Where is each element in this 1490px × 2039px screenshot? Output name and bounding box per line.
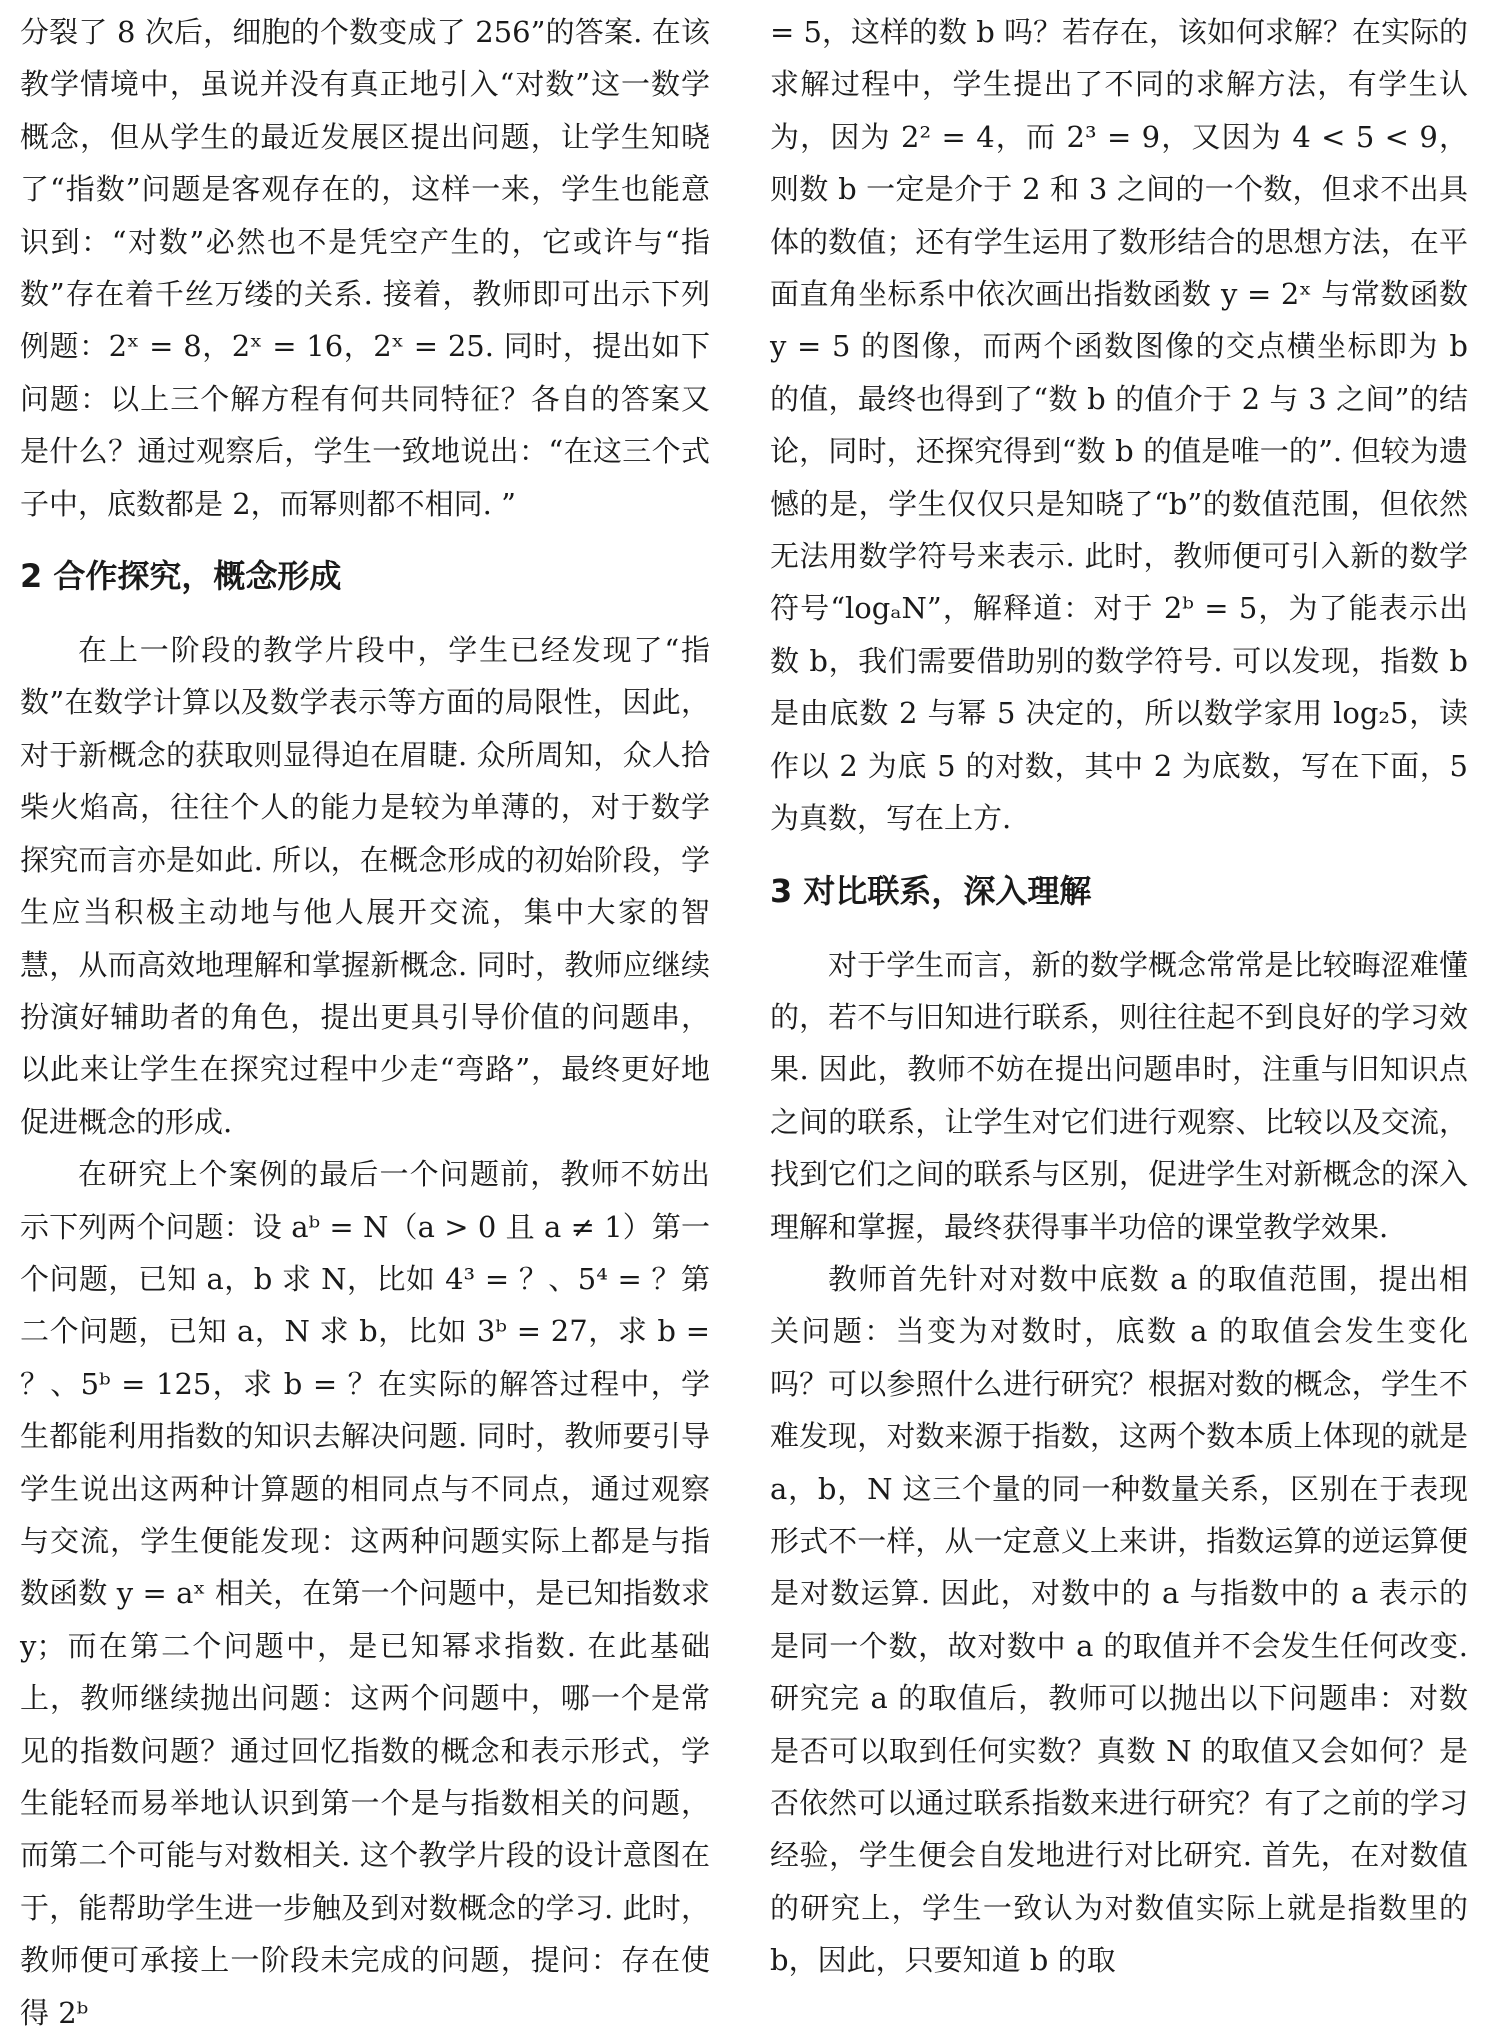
intro-paragraph: 分裂了 8 次后，细胞的个数变成了 256”的答案. 在该教学情境中，虽说并没有真正地引入“对数”这一数学概念，但从学生的最近发展区提出问题，让学生知晓了“指数”问题是客观存在的，这样一来，学生也能意识到：“对数”必然也不是凭空产生的，它或许与“指数”存在着千丝万缕的关系. 接着，教师即可出示下列例题：2ˣ = 8，2ˣ = 16，2ˣ = 25. 同时，提出如下问题：以上三个解方程有何共同特征？各自的答案又是什么？通过观察后，学生一致地说出：“在这三个式子中，底数都是 2，而幂则都不相同. ” xyxy=(20,15,710,521)
section-2-paragraph-2: 在研究上个案例的最后一个问题前，教师不妨出示下列两个问题：设 aᵇ = N（a > 0 且 a ≠ 1）第一个问题，已知 a，b 求 N，比如 4³ = ？、5⁴ = ？第二个问题，已知 a，N 求 b，比如 3ᵇ = 27，求 b = ？、5ᵇ = 125，求 b = ？在实际的解答过程中，学生都能利用指数的知识去解决问题. 同时，教师要引导学生说出这两种计算题的相同点与不同点，通过观察与交流，学生便能发现：这两种问题实际上都是与指数函数 y = aˣ 相关，在第一个问题中，是已知指数求 y；而在第二个问题中，是已知幂求指数. 在此基础上，教师继续抛出问题：这两个问题中，哪一个是常见的指数问题？通过回忆指数的概念和表示形式，学生能轻而易举地认识到第一个是与指数相关的问题，而第二个可能与对数相关. 这个教学片段的设计意图在于，能帮助学生进一步触及到对数概念的学习. 此时，教师便可承接上一阶段未完成的问题，提问：存在使得 2ᵇ xyxy=(20,1157,710,2030)
section-2-paragraph-1: 在上一阶段的教学片段中，学生已经发现了“指数”在数学计算以及数学表示等方面的局限性，因此，对于新概念的获取则显得迫在眉睫. 众所周知，众人拾柴火焰高，往往个人的能力是较为单薄的，对于数学探究而言亦是如此. 所以，在概念形成的初始阶段，学生应当积极主动地与他人展开交流，集中大家的智慧，从而高效地理解和掌握新概念. 同时，教师应继续扮演好辅助者的角色，提出更具引导价值的问题串，以此来让学生在探究过程中少走“弯路”，最终更好地促进概念的形成. xyxy=(20,633,710,1139)
section-3-heading: 3 对比联系，深入理解 xyxy=(770,871,1092,910)
section-3-paragraph-1: 对于学生而言，新的数学概念常常是比较晦涩难懂的，若不与旧知进行联系，则往往起不到良好的学习效果. 因此，教师不妨在提出问题串时，注重与旧知识点之间的联系，让学生对它们进行观察、比较以及交流，找到它们之间的联系与区别，促进学生对新概念的深入理解和掌握，最终获得事半功倍的课堂教学效果. xyxy=(770,947,1468,1244)
right-column xyxy=(770,0,1468,1980)
section-3-paragraph-2: 教师首先针对对数中底数 a 的取值范围，提出相关问题：当变为对数时，底数 a 的取值会发生变化吗？可以参照什么进行研究？根据对数的概念，学生不难发现，对数来源于指数，这两个数本质上体现的就是 a，b，N 这三个量的同一种数量关系，区别在于表现形式不一样，从一定意义上来讲，指数运算的逆运算便是对数运算. 因此，对数中的 a 与指数中的 a 表示的是同一个数，故对数中 a 的取值并不会发生任何改变. 研究完 a 的取值后，教师可以抛出以下问题串：对数是否可以取到任何实数？真数 N 的取值又会如何？是否依然可以通过联系指数来进行研究？有了之前的学习经验，学生便会自发地进行对比研究. 首先，在对数值的研究上，学生一致认为对数值实际上就是指数里的 b，因此，只要知道 b 的取 xyxy=(770,1261,1468,1978)
section-2-heading: 2 合作探究，概念形成 xyxy=(20,557,342,596)
continued-paragraph: = 5，这样的数 b 吗？若存在，该如何求解？在实际的求解过程中，学生提出了不同的求解方法，有学生认为，因为 2² = 4，而 2³ = 9，又因为 4 < 5 < 9，则数 b 一定是介于 2 和 3 之间的一个数，但求不出具体的数值；还有学生运用了数形结合的思想方法，在平面直角坐标系中依次画出指数函数 y = 2ˣ 与常数函数 y = 5 的图像，而两个函数图像的交点横坐标即为 b 的值，最终也得到了“数 b 的值介于 2 与 3 之间”的结论，同时，还探究得到“数 b 的值是唯一的”. 但较为遗憾的是，学生仅仅只是知晓了“b”的数值范围，但依然无法用数学符号来表示. 此时，教师便可引入新的数学符号“logₐN”，解释道：对于 2ᵇ = 5，为了能表示出数 b，我们需要借助别的数学符号. 可以发现，指数 b 是由底数 2 与幂 5 决定的，所以数学家用 log₂5，读作以 2 为底 5 的对数，其中 2 为底数，写在下面，5 为真数，写在上方. xyxy=(770,15,1468,836)
left-column xyxy=(20,0,710,2030)
